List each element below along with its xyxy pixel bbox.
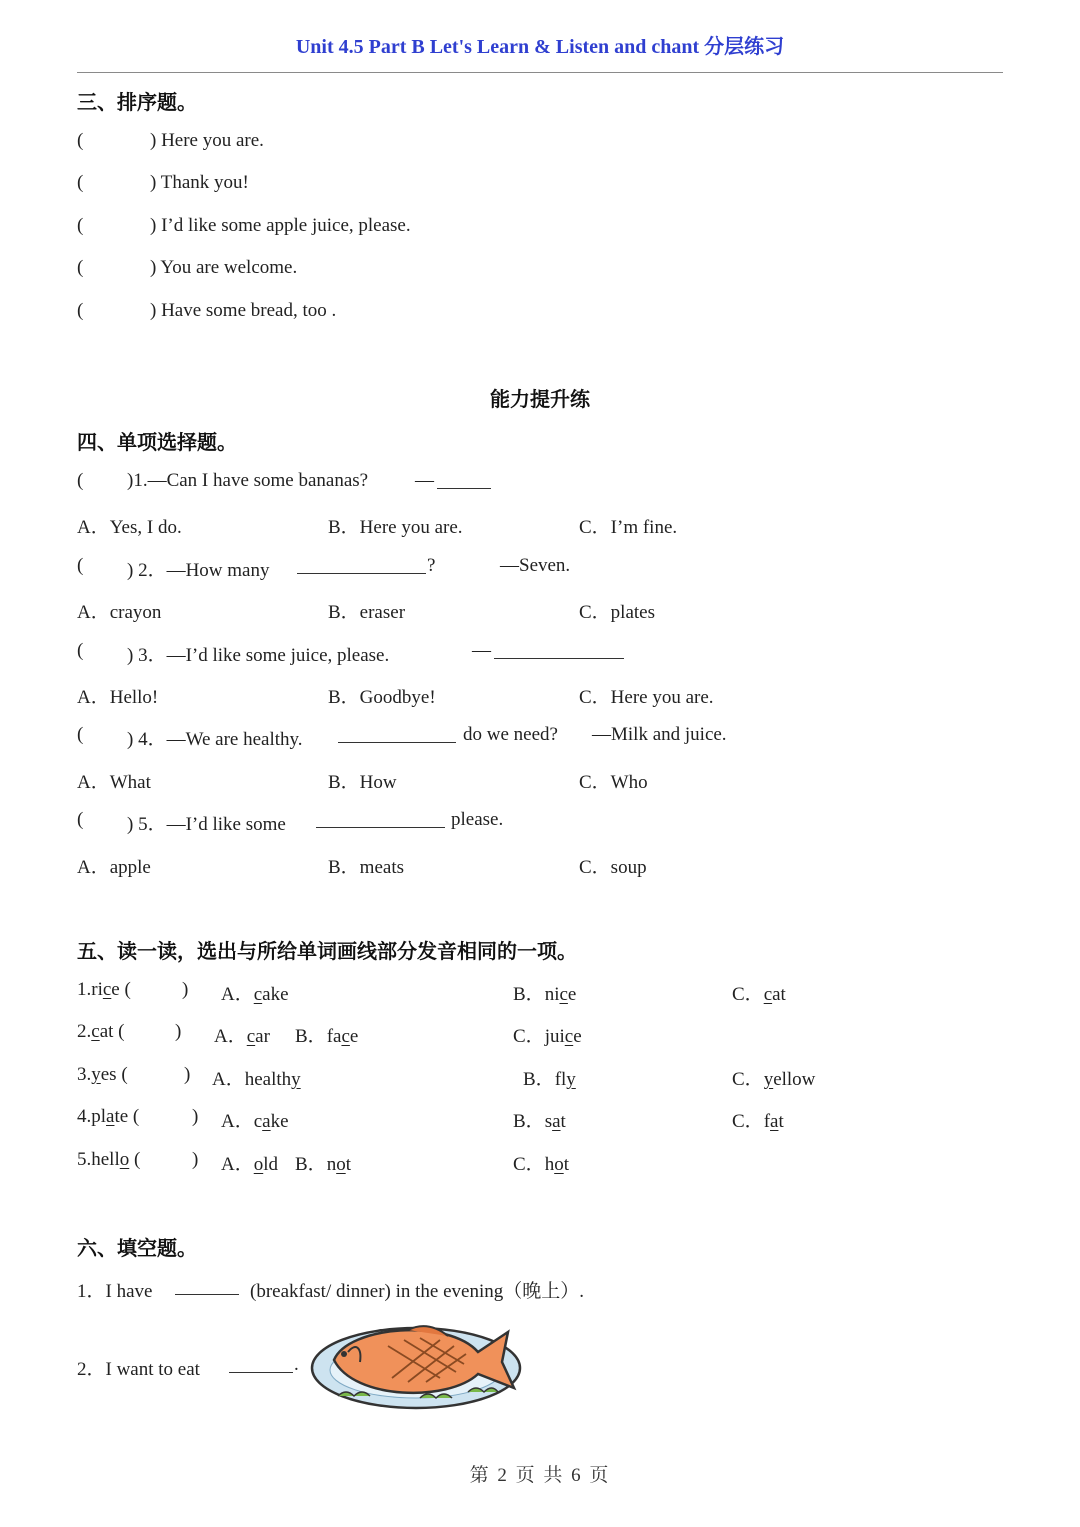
- section6-title: 六、填空题。: [77, 1238, 197, 1260]
- mc-q1-option-a: A．Yes, I do.: [77, 517, 182, 538]
- mc-q4-paren: (: [77, 724, 84, 745]
- mc-q3-dash: —: [472, 640, 491, 661]
- phonics-close-5: ): [192, 1149, 199, 1170]
- phonics-2-option-b: B．face: [295, 1026, 359, 1047]
- section4-title: 四、单项选择题。: [77, 432, 237, 454]
- phonics-5-option-c: C．hot: [513, 1154, 569, 1175]
- mc-q1-option-c: C．I’m fine.: [579, 517, 678, 538]
- mc-q5-option-c: C．soup: [579, 857, 647, 878]
- phonics-word-1: 1.rice (: [77, 979, 131, 1000]
- phonics-close-2: ): [175, 1021, 182, 1042]
- mc-q5-text: ) 5．—I’d like some: [127, 814, 286, 835]
- phonics-1-option-a: A．cake: [221, 984, 289, 1005]
- mc-q4-option-c: C．Who: [579, 772, 648, 793]
- ordering-item-5: ) Have some bread, too .: [150, 300, 337, 321]
- mc-q5-option-a: A．apple: [77, 857, 151, 878]
- fill-q2-blank[interactable]: [229, 1354, 293, 1373]
- mc-q4-option-a: A．What: [77, 772, 151, 793]
- phonics-4-option-b: B．sat: [513, 1111, 566, 1132]
- phonics-5-option-a: A．old: [221, 1154, 279, 1175]
- mc-q5-option-b: B．meats: [328, 857, 404, 878]
- ability-heading: 能力提升练: [490, 389, 590, 411]
- header-divider: [77, 72, 1003, 73]
- ordering-item-2: ) Thank you!: [150, 172, 249, 193]
- mc-q3-option-b: B．Goodbye!: [328, 687, 436, 708]
- fill-q2-text: 2．I want to eat: [77, 1359, 200, 1380]
- mc-q2-option-c: C．plates: [579, 602, 655, 623]
- phonics-1-option-c: C．cat: [732, 984, 786, 1005]
- mc-q2-paren: (: [77, 555, 84, 576]
- mc-q2-option-b: B．eraser: [328, 602, 406, 623]
- ordering-item-1: ) Here you are.: [150, 130, 264, 151]
- phonics-3-option-c: C．yellow: [732, 1069, 816, 1090]
- phonics-3-option-b: B．fly: [523, 1069, 576, 1090]
- mc-q4-answer: —Milk and juice.: [592, 724, 727, 745]
- page-header-title: Unit 4.5 Part B Let's Learn & Listen and chant 分层练习: [295, 36, 785, 58]
- mc-q1-paren: (: [77, 470, 84, 491]
- phonics-word-3: 3.yes (: [77, 1064, 128, 1085]
- phonics-2-option-a: A．car: [214, 1026, 270, 1047]
- mc-q2-option-a: A．crayon: [77, 602, 162, 623]
- fill-q2-period: .: [294, 1354, 299, 1375]
- mc-q2-qmark: ?: [427, 555, 436, 576]
- ordering-paren-5: (: [77, 300, 84, 321]
- mc-q3-option-a: A．Hello!: [77, 687, 159, 708]
- mc-q4-text-2: do we need?: [463, 724, 558, 745]
- mc-q2-text: ) 2．—How many: [127, 560, 270, 581]
- mc-q3-paren: (: [77, 640, 84, 661]
- ordering-paren-3: (: [77, 215, 84, 236]
- phonics-close-3: ): [184, 1064, 191, 1085]
- phonics-close-4: ): [192, 1106, 199, 1127]
- mc-q1-text: )1.—Can I have some bananas?: [127, 470, 369, 491]
- section3-title: 三、排序题。: [77, 92, 197, 114]
- phonics-5-option-b: B．not: [295, 1154, 351, 1175]
- mc-q3-option-c: C．Here you are.: [579, 687, 714, 708]
- fish-eye: [341, 1351, 347, 1357]
- phonics-2-option-c: C．juice: [513, 1026, 582, 1047]
- mc-q4-option-b: B．How: [328, 772, 397, 793]
- ordering-paren-2: (: [77, 172, 84, 193]
- mc-q1-blank[interactable]: [437, 470, 491, 489]
- ordering-paren-1: (: [77, 130, 84, 151]
- section5-title: 五、读一读，选出与所给单词画线部分发音相同的一项。: [77, 941, 577, 963]
- mc-q2-blank[interactable]: [297, 555, 426, 574]
- mc-q3-text: ) 3．—I’d like some juice, please.: [127, 645, 390, 666]
- mc-q1-dash: —: [415, 470, 434, 491]
- mc-q5-paren: (: [77, 809, 84, 830]
- phonics-4-option-a: A．cake: [221, 1111, 289, 1132]
- mc-q4-blank[interactable]: [338, 724, 456, 743]
- phonics-word-4: 4.plate (: [77, 1106, 140, 1127]
- mc-q5-blank[interactable]: [316, 809, 445, 828]
- ordering-paren-4: (: [77, 257, 84, 278]
- phonics-word-5: 5.hello (: [77, 1149, 141, 1170]
- mc-q1-option-b: B．Here you are.: [328, 517, 463, 538]
- mc-q2-answer: —Seven.: [500, 555, 571, 576]
- phonics-4-option-c: C．fat: [732, 1111, 784, 1132]
- phonics-1-option-b: B．nice: [513, 984, 577, 1005]
- fill-q1-blank[interactable]: [175, 1276, 239, 1295]
- fish-on-plate-image: [308, 1316, 524, 1412]
- phonics-3-option-a: A．healthy: [212, 1069, 301, 1090]
- fill-q1-text: 1．I have: [77, 1281, 153, 1302]
- page-number: 第 2 页 共 6 页: [469, 1465, 611, 1486]
- ordering-item-3: ) I’d like some apple juice, please.: [150, 215, 411, 236]
- phonics-close-1: ): [182, 979, 189, 1000]
- mc-q5-text-2: please.: [451, 809, 504, 830]
- fill-q1-text-2: (breakfast/ dinner) in the evening（晚上）.: [250, 1281, 584, 1302]
- phonics-word-2: 2.cat (: [77, 1021, 125, 1042]
- mc-q4-text: ) 4．—We are healthy.: [127, 729, 303, 750]
- ordering-item-4: ) You are welcome.: [150, 257, 298, 278]
- mc-q3-blank[interactable]: [494, 640, 624, 659]
